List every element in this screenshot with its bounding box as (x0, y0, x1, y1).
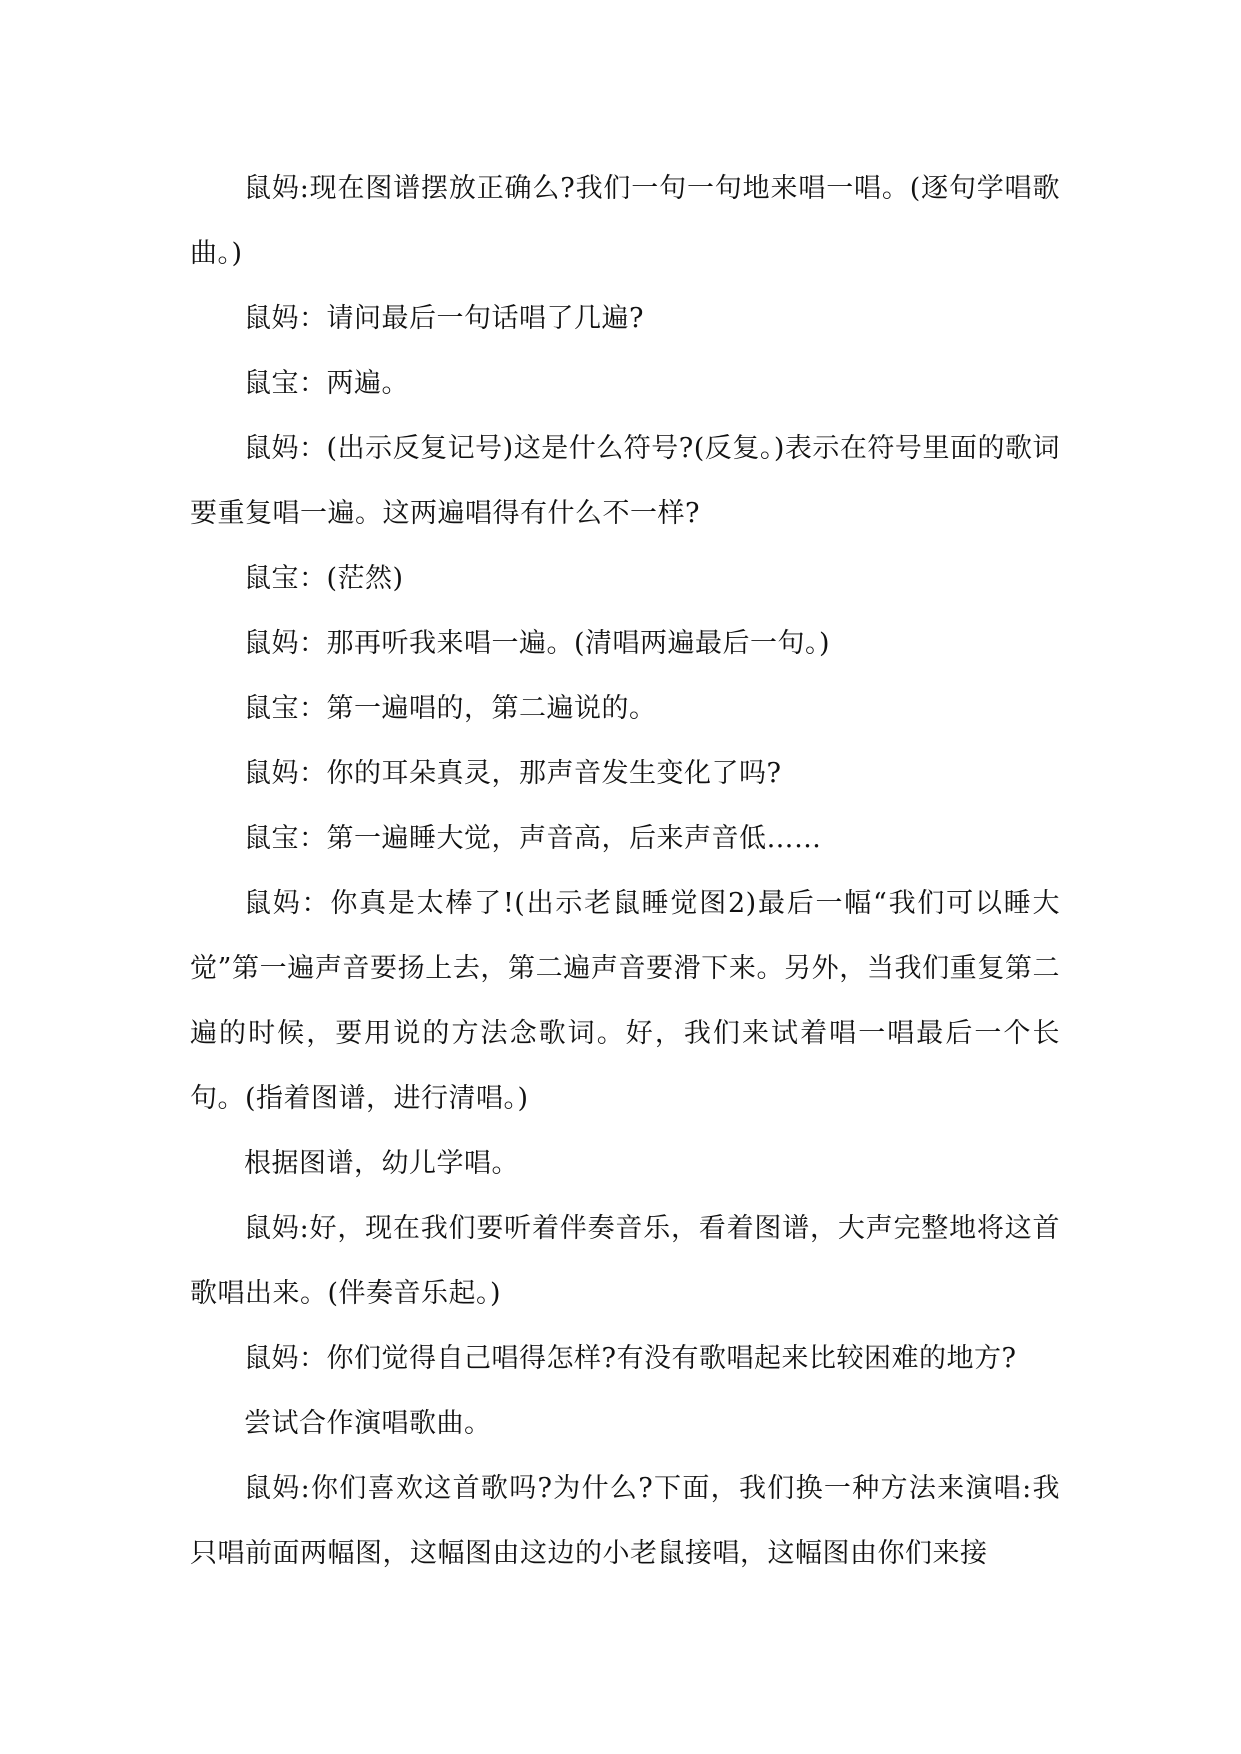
document-body (190, 156, 1060, 1586)
paragraph: 鼠妈：你真是太棒了!(出示老鼠睡觉图2)最后一幅“我们可以睡大觉”第一遍声音要扬上去，第二遍声音要滑下来。另外，当我们重复第二遍的时候，要用说的方法念歌词。好，我们来试着唱一唱最后一个长句。(指着图谱，进行清唱。) (190, 888, 1060, 1114)
paragraph: 鼠妈:现在图谱摆放正确么?我们一句一句地来唱一唱。(逐句学唱歌曲。) (190, 173, 1060, 269)
paragraph: 鼠妈:好，现在我们要听着伴奏音乐，看着图谱，大声完整地将这首歌唱出来。(伴奏音乐起。) (190, 1213, 1060, 1309)
paragraph: 鼠宝：(茫然) (244, 563, 404, 594)
paragraph: 鼠妈：你们觉得自己唱得怎样?有没有歌唱起来比较困难的地方? (244, 1343, 1017, 1374)
paragraph: 鼠妈：那再听我来唱一遍。(清唱两遍最后一句。) (244, 628, 831, 659)
paragraph: 鼠宝：第一遍唱的，第二遍说的。 (244, 693, 657, 724)
paragraph: 鼠妈：你的耳朵真灵，那声音发生变化了吗? (244, 758, 782, 789)
paragraph: 鼠妈：请问最后一句话唱了几遍? (244, 303, 644, 334)
paragraph: 鼠宝：两遍。 (244, 368, 409, 399)
paragraph: 鼠妈：(出示反复记号)这是什么符号?(反复。)表示在符号里面的歌词要重复唱一遍。这两遍唱得有什么不一样? (190, 433, 1060, 529)
paragraph: 鼠宝：第一遍睡大觉，声音高，后来声音低…… (244, 823, 822, 854)
paragraph: 根据图谱，幼儿学唱。 (244, 1148, 519, 1179)
paragraph: 尝试合作演唱歌曲。 (244, 1408, 492, 1439)
paragraph: 鼠妈:你们喜欢这首歌吗?为什么?下面，我们换一种方法来演唱:我只唱前面两幅图，这幅图由这边的小老鼠接唱，这幅图由你们来接 (190, 1473, 1060, 1569)
